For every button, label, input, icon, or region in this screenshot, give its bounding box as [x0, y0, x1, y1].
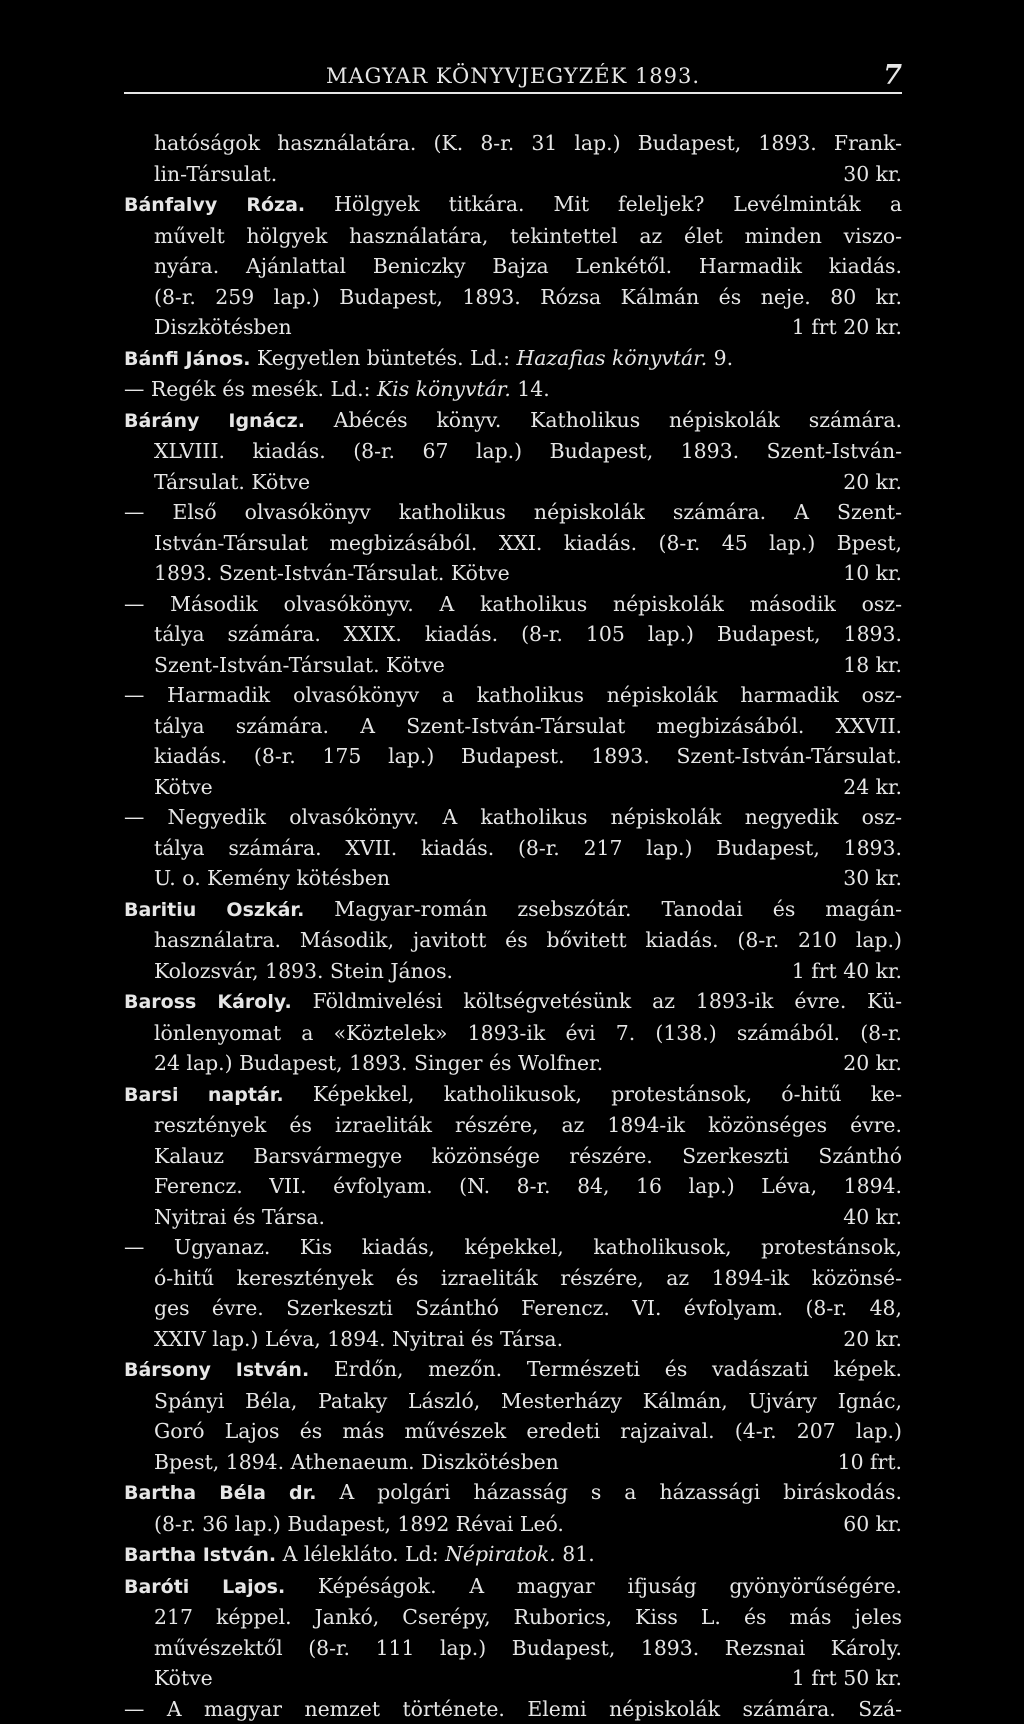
catalog-line [124, 497, 902, 528]
entry-author: Barsi naptár. [124, 1084, 284, 1106]
entry-price: 20 kr. [843, 1048, 902, 1079]
entry-author: Bartha Béla dr. [124, 1482, 317, 1504]
catalog-line [124, 1571, 902, 1603]
entry-text: István-Társulat megbizásából. XXI. kiadás. (8-r. 45 lap.) Bpest, [154, 531, 902, 555]
catalog-line [124, 894, 902, 926]
entry-price: 40 kr. [843, 1202, 902, 1233]
catalog-line [124, 1477, 902, 1509]
entry-text: — Második olvasókönyv. A katholikus népiskolák második osz- [124, 592, 902, 616]
entry-text: lönlenyomat a «Köztelek» 1893-ik évi 7. (138.) számából. (8-r. [154, 1021, 902, 1045]
catalog-line [124, 467, 902, 498]
entry-author: Baróti Lajos. [124, 1576, 285, 1598]
catalog-line [124, 1447, 902, 1478]
catalog-line [124, 1663, 902, 1694]
catalog-line [124, 1110, 902, 1141]
entry-text: lin-Társulat. [154, 162, 277, 186]
catalog-line [124, 343, 902, 375]
catalog-line [124, 1324, 902, 1355]
catalog-line [124, 1018, 902, 1049]
catalog-line [124, 1171, 902, 1202]
entry-price: 1 frt 20 kr. [792, 312, 902, 343]
catalog-line [124, 1202, 902, 1233]
entry-text: hatóságok használatára. (K. 8-r. 31 lap.) Budapest, 1893. Frank- [154, 131, 902, 155]
entry-text: — Első olvasókönyv katholikus népiskolák számára. A Szent- [124, 500, 902, 524]
entry-text: Abécés könyv. Katholikus népiskolák számára. [305, 408, 902, 432]
entry-price: 20 kr. [843, 1324, 902, 1355]
catalog-line [124, 221, 902, 252]
entry-text: A polgári házasság s a házassági biráskodás. [317, 1480, 902, 1504]
catalog-line [124, 589, 902, 620]
entry-text: Diszkötésben [154, 315, 292, 339]
entry-author: Bárány Ignácz. [124, 410, 305, 432]
entry-text: Társulat. Kötve [154, 470, 310, 494]
series-number: 9. [707, 346, 733, 370]
catalog-line [124, 282, 902, 313]
entry-text: resztények és izraeliták részére, az 1894-ik közönséges évre. [154, 1113, 902, 1137]
entry-text: (8-r. 259 lap.) Budapest, 1893. Rózsa Kálmán és neje. 80 kr. [154, 285, 902, 309]
catalog-line [124, 159, 902, 190]
catalog-line [124, 1232, 902, 1263]
catalog-line [124, 1633, 902, 1664]
entry-text: Magyar-román zsebszótár. Tanodai és magán- [304, 897, 902, 921]
entry-text: ó-hitű keresztények és izraeliták részére, az 1894-ik közönsé- [154, 1266, 902, 1290]
catalog-line [124, 1539, 902, 1571]
entry-text: Kolozsvár, 1893. Stein János. [154, 959, 453, 983]
catalog-line [124, 1416, 902, 1447]
entry-text: Kalauz Barsvármegye közönsége részére. Szerkeszti Szánthó [154, 1144, 902, 1168]
entry-text: Képéságok. A magyar ifjuság gyönyörűségére. [285, 1574, 902, 1598]
entry-text: 24 lap.) Budapest, 1893. Singer és Wolfner. [154, 1051, 603, 1075]
entry-text: 1893. Szent-István-Társulat. Kötve [154, 561, 510, 585]
catalog-line [124, 1048, 902, 1079]
entry-text: Erdőn, mezőn. Természeti és vadászati képek. [309, 1357, 902, 1381]
entry-price: 1 frt 40 kr. [792, 956, 902, 987]
entry-text: — Harmadik olvasókönyv a katholikus népiskolák harmadik osz- [124, 683, 902, 707]
catalog-line [124, 1386, 902, 1417]
entry-text: Szent-István-Társulat. Kötve [154, 653, 445, 677]
entry-price: 60 kr. [843, 1509, 902, 1540]
series-number: 14. [511, 377, 550, 401]
entry-author: Baritiu Oszkár. [124, 899, 304, 921]
entry-text: használatra. Második, javitott és bővitett kiadás. (8-r. 210 lap.) [154, 928, 902, 952]
entry-text: Ferencz. VII. évfolyam. (N. 8-r. 84, 16 lap.) Léva, 1894. [154, 1174, 902, 1198]
entry-text: nyára. Ajánlattal Beniczky Bajza Lenkétől. Harmadik kiadás. [154, 254, 902, 278]
entry-text: tálya számára. XXIX. kiadás. (8-r. 105 lap.) Budapest, 1893. [154, 622, 902, 646]
catalog-line [124, 1079, 902, 1111]
entry-text: — Regék és mesék. Ld.: [124, 377, 377, 401]
catalog-line [124, 558, 902, 589]
entry-text: (8-r. 36 lap.) Budapest, 1892 Révai Leó. [154, 1512, 564, 1536]
catalog-line [124, 405, 902, 437]
catalog-line [124, 1141, 902, 1172]
entry-author: Bánfi János. [124, 348, 251, 370]
entry-text: — Negyedik olvasókönyv. A katholikus népiskolák negyedik osz- [124, 805, 902, 829]
entry-text: XLVIII. kiadás. (8-r. 67 lap.) Budapest, 1893. Szent-István- [154, 439, 902, 463]
catalog-line [124, 680, 902, 711]
catalog-line [124, 802, 902, 833]
catalog-line [124, 1293, 902, 1324]
entry-text: Hölgyek titkára. Mit feleljek? Levélminták a [305, 192, 902, 216]
catalog-line [124, 1509, 902, 1540]
entry-author: Bartha István. [124, 1544, 276, 1566]
series-title: Népiratok. [445, 1542, 556, 1566]
catalog-line [124, 1354, 902, 1386]
page-header [124, 58, 902, 94]
catalog-line [124, 772, 902, 803]
catalog-line [124, 650, 902, 681]
catalog-line [124, 128, 902, 159]
entry-text: Kötve [154, 1666, 213, 1690]
catalog-line [124, 189, 902, 221]
entry-text: ges évre. Szerkeszti Szánthó Ferencz. VI. évfolyam. (8-r. 48, [154, 1296, 902, 1320]
catalog-line [124, 312, 902, 343]
catalog-line [124, 528, 902, 559]
catalog-line [124, 251, 902, 282]
catalog-line [124, 833, 902, 864]
entry-text: Spányi Béla, Pataky László, Mesterházy Kálmán, Ujváry Ignác, [154, 1389, 902, 1413]
catalog-entries [124, 128, 902, 1724]
entry-price: 10 kr. [843, 558, 902, 589]
catalog-line [124, 711, 902, 742]
entry-text: Kötve [154, 775, 213, 799]
entry-price: 1 frt 50 kr. [792, 1663, 902, 1694]
entry-text: Képekkel, katholikusok, protestánsok, ó-hitű ke- [284, 1082, 902, 1106]
entry-price: 30 kr. [843, 863, 902, 894]
entry-author: Baross Károly. [124, 991, 292, 1013]
entry-text: A lélekláto. Ld: [276, 1542, 445, 1566]
catalog-line [124, 925, 902, 956]
running-title: MAGYAR KÖNYVJEGYZÉK 1893. [124, 64, 902, 88]
page-number: 7 [883, 60, 902, 91]
catalog-line [124, 1263, 902, 1294]
entry-text: kiadás. (8-r. 175 lap.) Budapest. 1893. Szent-István-Társulat. [154, 744, 902, 768]
catalog-line [124, 986, 902, 1018]
entry-price: 10 frt. [838, 1447, 902, 1478]
catalog-line [124, 1694, 902, 1724]
catalog-line [124, 436, 902, 467]
entry-text: tálya számára. XVII. kiadás. (8-r. 217 lap.) Budapest, 1893. [154, 836, 902, 860]
series-number: 81. [556, 1542, 595, 1566]
entry-text: művelt hölgyek használatára, tekintettel az élet minden viszo- [154, 224, 902, 248]
series-title: Kis könyvtár. [377, 377, 511, 401]
catalog-line [124, 374, 902, 405]
entry-price: 24 kr. [843, 772, 902, 803]
entry-text: — Ugyanaz. Kis kiadás, képekkel, katholikusok, protestánsok, [124, 1235, 902, 1259]
entry-author: Bársony István. [124, 1359, 309, 1381]
entry-text: 217 képpel. Jankó, Cserépy, Ruborics, Kiss L. és más jeles [154, 1605, 902, 1629]
entry-price: 30 kr. [843, 159, 902, 190]
entry-text: tálya számára. A Szent-István-Társulat megbizásából. XXVII. [154, 714, 902, 738]
entry-text: — A magyar nemzet története. Elemi népiskolák számára. Szá- [124, 1697, 902, 1721]
catalog-line [124, 741, 902, 772]
catalog-line [124, 619, 902, 650]
entry-price: 18 kr. [843, 650, 902, 681]
catalog-line [124, 1602, 902, 1633]
catalog-line [124, 956, 902, 987]
entry-text: XXIV lap.) Léva, 1894. Nyitrai és Társa. [154, 1327, 563, 1351]
entry-text: Földmivelési költségvetésünk az 1893-ik évre. Kü- [292, 989, 902, 1013]
entry-text: művészektől (8-r. 111 lap.) Budapest, 1893. Rezsnai Károly. [154, 1636, 902, 1660]
entry-text: U. o. Kemény kötésben [154, 866, 390, 890]
entry-author: Bánfalvy Róza. [124, 194, 305, 216]
entry-text: Nyitrai és Társa. [154, 1205, 325, 1229]
catalog-line [124, 863, 902, 894]
entry-text: Bpest, 1894. Athenaeum. Diszkötésben [154, 1450, 559, 1474]
entry-price: 20 kr. [843, 467, 902, 498]
entry-text: Goró Lajos és más művészek eredeti rajzaival. (4-r. 207 lap.) [154, 1419, 902, 1443]
series-title: Hazafias könyvtár. [517, 346, 708, 370]
entry-text: Kegyetlen büntetés. Ld.: [251, 346, 517, 370]
